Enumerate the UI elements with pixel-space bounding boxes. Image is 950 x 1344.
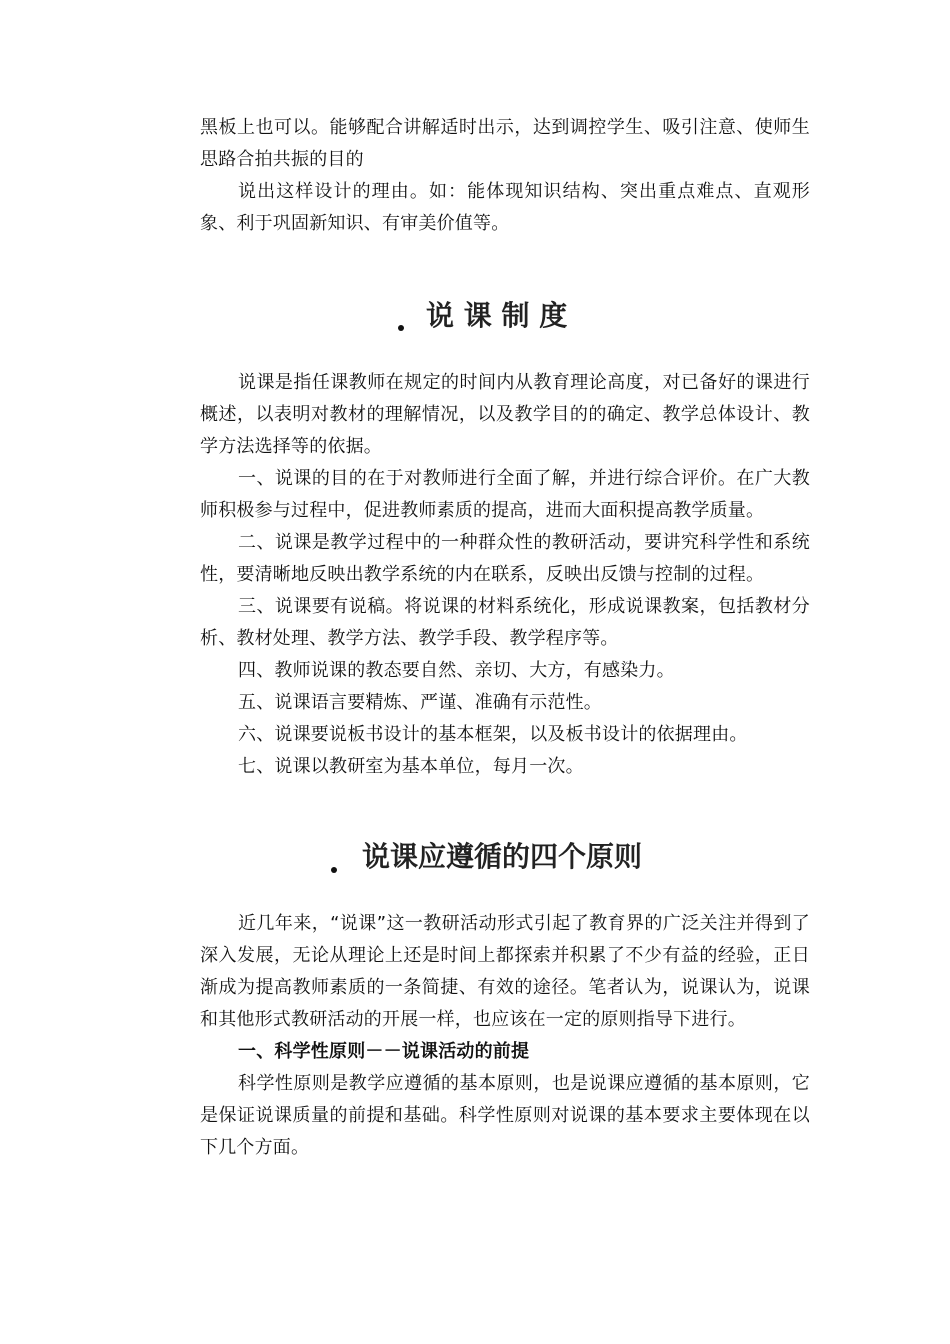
paragraph-scientific-principle: 科学性原则是教学应遵循的基本原则，也是说课应遵循的基本原则，它是保证说课质量的前提和基础。科学性原则对说课的基本要求主要体现在以下几个方面。 bbox=[200, 1073, 810, 1158]
paragraph-intro: 近几年来，“说课”这一教研活动形式引起了教育界的广泛关注并得到了深入发展，无论从理论上还是时间上都探索并积累了不少有益的经验，正日渐成为提高教师素质的一条简捷、有效的途径。笔者认为，说课认为，说课和其他形式教研活动的开展一样，也应该在一定的原则指导下进行。 bbox=[200, 913, 810, 1030]
heading-bullet-2 bbox=[331, 867, 337, 873]
section-title-four-principles: 说课应遵循的四个原则 bbox=[362, 840, 643, 873]
paragraph-item-5: 五、说课语言要精炼、严谨、准确有示范性。 bbox=[238, 692, 602, 713]
heading-bullet-1 bbox=[398, 325, 404, 331]
section-title-lecture-system: 说 课 制 度 bbox=[426, 299, 568, 332]
paragraph-item-2: 二、说课是教学过程中的一种群众性的教研活动，要讲究科学性和系统性，要清晰地反映出教学系统的内在联系，反映出反馈与控制的过程。 bbox=[200, 532, 810, 585]
paragraph-item-7: 七、说课以教研室为基本单位，每月一次。 bbox=[238, 756, 584, 777]
paragraph-item-1: 一、说课的目的在于对教师进行全面了解，并进行综合评价。在广大教师积极参与过程中，促进教师素质的提高，进而大面积提高教学质量。 bbox=[200, 468, 810, 521]
paragraph-item-6: 六、说课要说板书设计的基本框架，以及板书设计的依据理由。 bbox=[238, 724, 748, 745]
paragraph-item-4: 四、教师说课的教态要自然、亲切、大方，有感染力。 bbox=[238, 660, 675, 681]
paragraph-design-reason: 说出这样设计的理由。如：能体现知识结构、突出重点难点、直观形象、利于巩固新知识、有审美价值等。 bbox=[200, 181, 810, 234]
paragraph-definition: 说课是指任课教师在规定的时间内从教育理论高度，对已备好的课进行概述，以表明对教材的理解情况，以及教学目的的确定、教学总体设计、教学方法选择等的依据。 bbox=[200, 372, 810, 457]
paragraph-blackboard: 黑板上也可以。能够配合讲解适时出示，达到调控学生、吸引注意、使师生思路合拍共振的目的 bbox=[200, 117, 810, 170]
paragraph-item-3: 三、说课要有说稿。将说课的材料系统化，形成说课教案，包括教材分析、教材处理、教学方法、教学手段、教学程序等。 bbox=[200, 596, 810, 649]
subheading-scientific-principle: 一、科学性原则－－说课活动的前提 bbox=[238, 1041, 530, 1062]
